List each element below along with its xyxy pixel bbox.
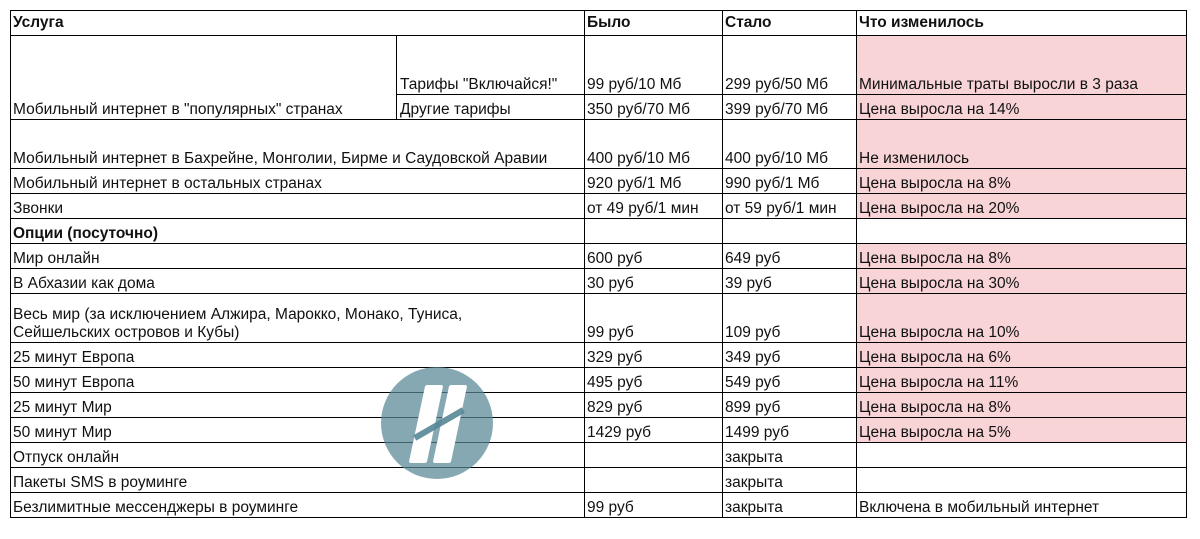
cell-changed: Цена выросла на 5% (857, 418, 1187, 443)
cell-changed: Цена выросла на 20% (857, 194, 1187, 219)
tariff-table-container (10, 10, 1187, 518)
cell-changed: Цена выросла на 8% (857, 393, 1187, 418)
sub-tariff-name: Другие тарифы (397, 95, 585, 120)
cell-changed (857, 219, 1187, 244)
table-row (11, 393, 1187, 418)
cell-was: 495 руб (585, 368, 723, 393)
cell-now: закрыта (723, 443, 857, 468)
sub-tariff-name: Тарифы "Включайся!" (397, 36, 585, 95)
table-row (11, 269, 1187, 294)
table-row (11, 418, 1187, 443)
cell-was: 99 руб (585, 294, 723, 343)
cell-was: 400 руб/10 Мб (585, 120, 723, 169)
table-row (11, 294, 1187, 343)
cell-changed: Цена выросла на 10% (857, 294, 1187, 343)
table-row (11, 36, 1187, 95)
cell-was (585, 468, 723, 493)
table-row (11, 194, 1187, 219)
header-service: Услуга (11, 11, 585, 36)
header-was: Было (585, 11, 723, 36)
table-row (11, 244, 1187, 269)
cell-now: 39 руб (723, 269, 857, 294)
cell-service: Весь мир (за исключением Алжира, Марокко, Монако, Туниса, Сейшельских островов и Кубы) (11, 294, 585, 343)
cell-changed (857, 443, 1187, 468)
cell-was: от 49 руб/1 мин (585, 194, 723, 219)
cell-was: 350 руб/70 Мб (585, 95, 723, 120)
cell-was: 920 руб/1 Мб (585, 169, 723, 194)
dp-logo-icon (381, 367, 493, 479)
table-row (11, 343, 1187, 368)
table-row (11, 493, 1187, 518)
table-row (11, 468, 1187, 493)
table-row (11, 443, 1187, 468)
cell-now: закрыта (723, 493, 857, 518)
cell-now: 549 руб (723, 368, 857, 393)
cell-now: 400 руб/10 Мб (723, 120, 857, 169)
cell-was: 99 руб/10 Мб (585, 36, 723, 95)
options-header: Опции (посуточно) (11, 219, 585, 244)
cell-service: 50 минут Мир (11, 418, 585, 443)
cell-now: закрыта (723, 468, 857, 493)
cell-changed: Не изменилось (857, 120, 1187, 169)
header-now: Стало (723, 11, 857, 36)
cell-service: Звонки (11, 194, 585, 219)
cell-changed: Включена в мобильный интернет (857, 493, 1187, 518)
cell-now: 649 руб (723, 244, 857, 269)
cell-service: 50 минут Европа (11, 368, 585, 393)
options-header-row (11, 219, 1187, 244)
cell-was: 1429 руб (585, 418, 723, 443)
cell-now: 399 руб/70 Мб (723, 95, 857, 120)
cell-now: от 59 руб/1 мин (723, 194, 857, 219)
cell-was: 600 руб (585, 244, 723, 269)
table-row (11, 169, 1187, 194)
cell-now: 299 руб/50 Мб (723, 36, 857, 95)
cell-was: 99 руб (585, 493, 723, 518)
cell-service: Безлимитные мессенджеры в роуминге (11, 493, 585, 518)
header-row (11, 11, 1187, 36)
cell-service: Мобильный интернет в остальных странах (11, 169, 585, 194)
cell-was: 329 руб (585, 343, 723, 368)
cell-changed: Цена выросла на 8% (857, 244, 1187, 269)
table-row (11, 368, 1187, 393)
cell-now: 349 руб (723, 343, 857, 368)
cell-service: Отпуск онлайн (11, 443, 585, 468)
table-row (11, 120, 1187, 169)
cell-changed: Цена выросла на 8% (857, 169, 1187, 194)
cell-service: В Абхазии как дома (11, 269, 585, 294)
cell-service: Пакеты SMS в роуминге (11, 468, 585, 493)
cell-service: 25 минут Европа (11, 343, 585, 368)
cell-was: 829 руб (585, 393, 723, 418)
cell-now: 109 руб (723, 294, 857, 343)
cell-was (585, 443, 723, 468)
cell-changed: Цена выросла на 6% (857, 343, 1187, 368)
cell-was: 30 руб (585, 269, 723, 294)
cell-now: 899 руб (723, 393, 857, 418)
tariff-table (10, 10, 1187, 518)
cell-service: 25 минут Мир (11, 393, 585, 418)
cell-changed: Цена выросла на 14% (857, 95, 1187, 120)
popular-internet-label: Мобильный интернет в "популярных" странах (11, 36, 397, 120)
cell-changed: Цена выросла на 11% (857, 368, 1187, 393)
cell-now: 990 руб/1 Мб (723, 169, 857, 194)
cell-changed (857, 468, 1187, 493)
cell-changed: Цена выросла на 30% (857, 269, 1187, 294)
cell-changed: Минимальные траты выросли в 3 раза (857, 36, 1187, 95)
cell-was (585, 219, 723, 244)
cell-service: Мир онлайн (11, 244, 585, 269)
cell-now (723, 219, 857, 244)
cell-now: 1499 руб (723, 418, 857, 443)
cell-service: Мобильный интернет в Бахрейне, Монголии, Бирме и Саудовской Аравии (11, 120, 585, 169)
header-changed: Что изменилось (857, 11, 1187, 36)
